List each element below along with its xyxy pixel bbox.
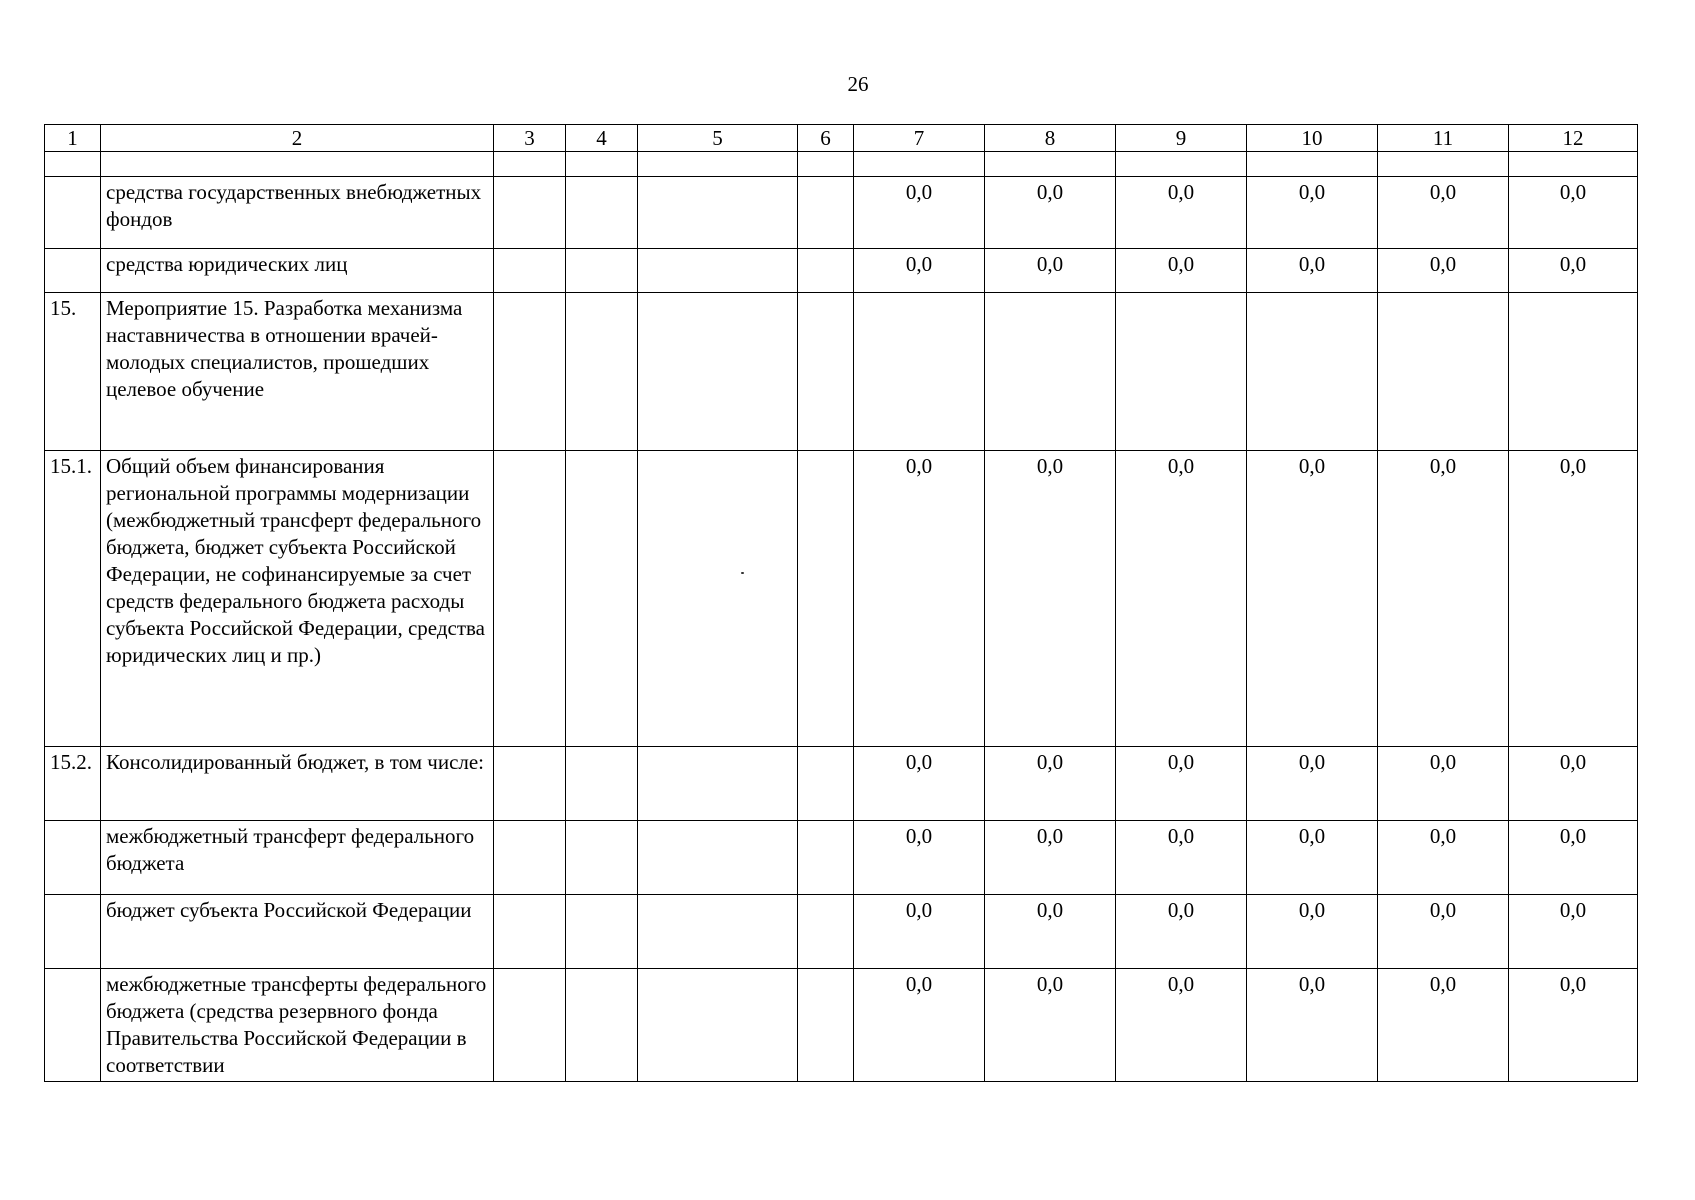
row-number xyxy=(45,249,101,293)
value-cell: 0,0 xyxy=(1247,177,1378,249)
row-number xyxy=(45,821,101,895)
empty-cell xyxy=(45,152,101,177)
value-cell: 0,0 xyxy=(985,895,1116,969)
value-cell: 0,0 xyxy=(1509,249,1638,293)
value-cell: 0,0 xyxy=(1509,895,1638,969)
budget-table xyxy=(44,124,1638,1082)
empty-cell xyxy=(566,249,638,293)
value-cell: 0,0 xyxy=(854,821,985,895)
empty-cell xyxy=(638,747,798,821)
scan-artifact xyxy=(741,572,744,574)
value-cell: 0,0 xyxy=(1378,451,1509,747)
value-cell: 0,0 xyxy=(854,249,985,293)
value-cell: 0,0 xyxy=(1116,969,1247,1082)
value-cell: 0,0 xyxy=(1116,451,1247,747)
row-description: Общий объем финансирования региональной программы модернизации (межбюджетный трансферт федерального бюджета, бюджет субъекта Российской Федерации, не софинансируемые за счет средств федерального бюджета расходы субъекта Российской Федерации, средства юридических лиц и пр.) xyxy=(101,451,494,747)
value-cell: 0,0 xyxy=(1378,177,1509,249)
value-cell: 0,0 xyxy=(985,969,1116,1082)
empty-cell xyxy=(798,152,854,177)
table-row xyxy=(45,249,1638,293)
empty-cell xyxy=(494,451,566,747)
column-number: 12 xyxy=(1509,125,1638,152)
value-cell xyxy=(854,293,985,451)
value-cell: 0,0 xyxy=(1247,969,1378,1082)
empty-cell xyxy=(566,451,638,747)
table-row xyxy=(45,821,1638,895)
empty-cell xyxy=(638,152,798,177)
empty-cell xyxy=(494,293,566,451)
value-cell: 0,0 xyxy=(1247,821,1378,895)
empty-cell xyxy=(566,747,638,821)
empty-cell xyxy=(566,152,638,177)
value-cell: 0,0 xyxy=(1509,177,1638,249)
empty-cell xyxy=(494,821,566,895)
column-number: 3 xyxy=(494,125,566,152)
value-cell: 0,0 xyxy=(854,895,985,969)
row-number: 15. xyxy=(45,293,101,451)
row-description: средства юридических лиц xyxy=(101,249,494,293)
value-cell: 0,0 xyxy=(1378,249,1509,293)
value-cell xyxy=(1509,293,1638,451)
empty-cell xyxy=(798,969,854,1082)
value-cell: 0,0 xyxy=(1247,895,1378,969)
value-cell: 0,0 xyxy=(985,177,1116,249)
table-body xyxy=(45,177,1638,1082)
value-cell: 0,0 xyxy=(1509,747,1638,821)
table-row xyxy=(45,177,1638,249)
value-cell: 0,0 xyxy=(854,451,985,747)
column-number: 1 xyxy=(45,125,101,152)
column-number: 11 xyxy=(1378,125,1509,152)
empty-cell xyxy=(798,451,854,747)
column-number: 10 xyxy=(1247,125,1378,152)
table-row xyxy=(45,747,1638,821)
value-cell: 0,0 xyxy=(1509,969,1638,1082)
row-description: бюджет субъекта Российской Федерации xyxy=(101,895,494,969)
value-cell xyxy=(1247,293,1378,451)
value-cell: 0,0 xyxy=(1116,177,1247,249)
empty-cell xyxy=(1247,152,1378,177)
empty-cell xyxy=(494,249,566,293)
empty-cell xyxy=(566,895,638,969)
value-cell: 0,0 xyxy=(985,249,1116,293)
empty-cell xyxy=(798,177,854,249)
value-cell: 0,0 xyxy=(1116,895,1247,969)
empty-cell xyxy=(566,177,638,249)
value-cell: 0,0 xyxy=(1116,747,1247,821)
empty-cell xyxy=(566,821,638,895)
value-cell: 0,0 xyxy=(1378,821,1509,895)
empty-cell xyxy=(1116,152,1247,177)
row-number: 15.1. xyxy=(45,451,101,747)
empty-cell xyxy=(798,747,854,821)
value-cell xyxy=(1116,293,1247,451)
empty-cell xyxy=(638,451,798,747)
value-cell: 0,0 xyxy=(1247,451,1378,747)
empty-cell xyxy=(566,969,638,1082)
empty-cell xyxy=(566,293,638,451)
value-cell: 0,0 xyxy=(854,177,985,249)
value-cell: 0,0 xyxy=(985,451,1116,747)
empty-cell xyxy=(638,293,798,451)
row-description: Консолидированный бюджет, в том числе: xyxy=(101,747,494,821)
page-number: 26 xyxy=(847,72,869,96)
empty-cell xyxy=(798,249,854,293)
value-cell: 0,0 xyxy=(1509,451,1638,747)
table-row xyxy=(45,969,1638,1082)
empty-cell xyxy=(798,293,854,451)
column-number: 7 xyxy=(854,125,985,152)
table-row xyxy=(45,895,1638,969)
value-cell: 0,0 xyxy=(1378,895,1509,969)
empty-cell xyxy=(1509,152,1638,177)
empty-cell xyxy=(638,249,798,293)
row-number xyxy=(45,177,101,249)
column-number-row xyxy=(45,125,1638,152)
row-description: Мероприятие 15. Разработка механизма наставничества в отношении врачей-молодых специалистов, прошедших целевое обучение xyxy=(101,293,494,451)
column-number: 5 xyxy=(638,125,798,152)
empty-row xyxy=(45,152,1638,177)
value-cell: 0,0 xyxy=(1378,747,1509,821)
empty-cell xyxy=(638,177,798,249)
column-number: 6 xyxy=(798,125,854,152)
value-cell: 0,0 xyxy=(1247,747,1378,821)
column-number: 4 xyxy=(566,125,638,152)
column-number: 2 xyxy=(101,125,494,152)
value-cell: 0,0 xyxy=(854,969,985,1082)
value-cell: 0,0 xyxy=(985,821,1116,895)
value-cell: 0,0 xyxy=(1247,249,1378,293)
empty-cell xyxy=(494,895,566,969)
row-description: средства государственных внебюджетных фондов xyxy=(101,177,494,249)
empty-cell xyxy=(638,821,798,895)
empty-cell xyxy=(985,152,1116,177)
column-number: 8 xyxy=(985,125,1116,152)
value-cell xyxy=(985,293,1116,451)
empty-cell xyxy=(638,969,798,1082)
value-cell: 0,0 xyxy=(985,747,1116,821)
row-number xyxy=(45,969,101,1082)
empty-cell xyxy=(638,895,798,969)
empty-cell xyxy=(1378,152,1509,177)
value-cell xyxy=(1378,293,1509,451)
empty-cell xyxy=(494,177,566,249)
row-number xyxy=(45,895,101,969)
empty-cell xyxy=(494,969,566,1082)
table-row xyxy=(45,293,1638,451)
empty-cell xyxy=(494,152,566,177)
row-description: межбюджетные трансферты федерального бюджета (средства резервного фонда Правительства Российской Федерации в соответствии xyxy=(101,969,494,1082)
value-cell: 0,0 xyxy=(1116,249,1247,293)
empty-cell xyxy=(854,152,985,177)
column-number: 9 xyxy=(1116,125,1247,152)
row-description: межбюджетный трансферт федерального бюджета xyxy=(101,821,494,895)
empty-cell xyxy=(101,152,494,177)
table-row xyxy=(45,451,1638,747)
value-cell: 0,0 xyxy=(1116,821,1247,895)
value-cell: 0,0 xyxy=(854,747,985,821)
empty-cell xyxy=(798,821,854,895)
value-cell: 0,0 xyxy=(1509,821,1638,895)
value-cell: 0,0 xyxy=(1378,969,1509,1082)
row-number: 15.2. xyxy=(45,747,101,821)
empty-cell xyxy=(494,747,566,821)
empty-cell xyxy=(798,895,854,969)
